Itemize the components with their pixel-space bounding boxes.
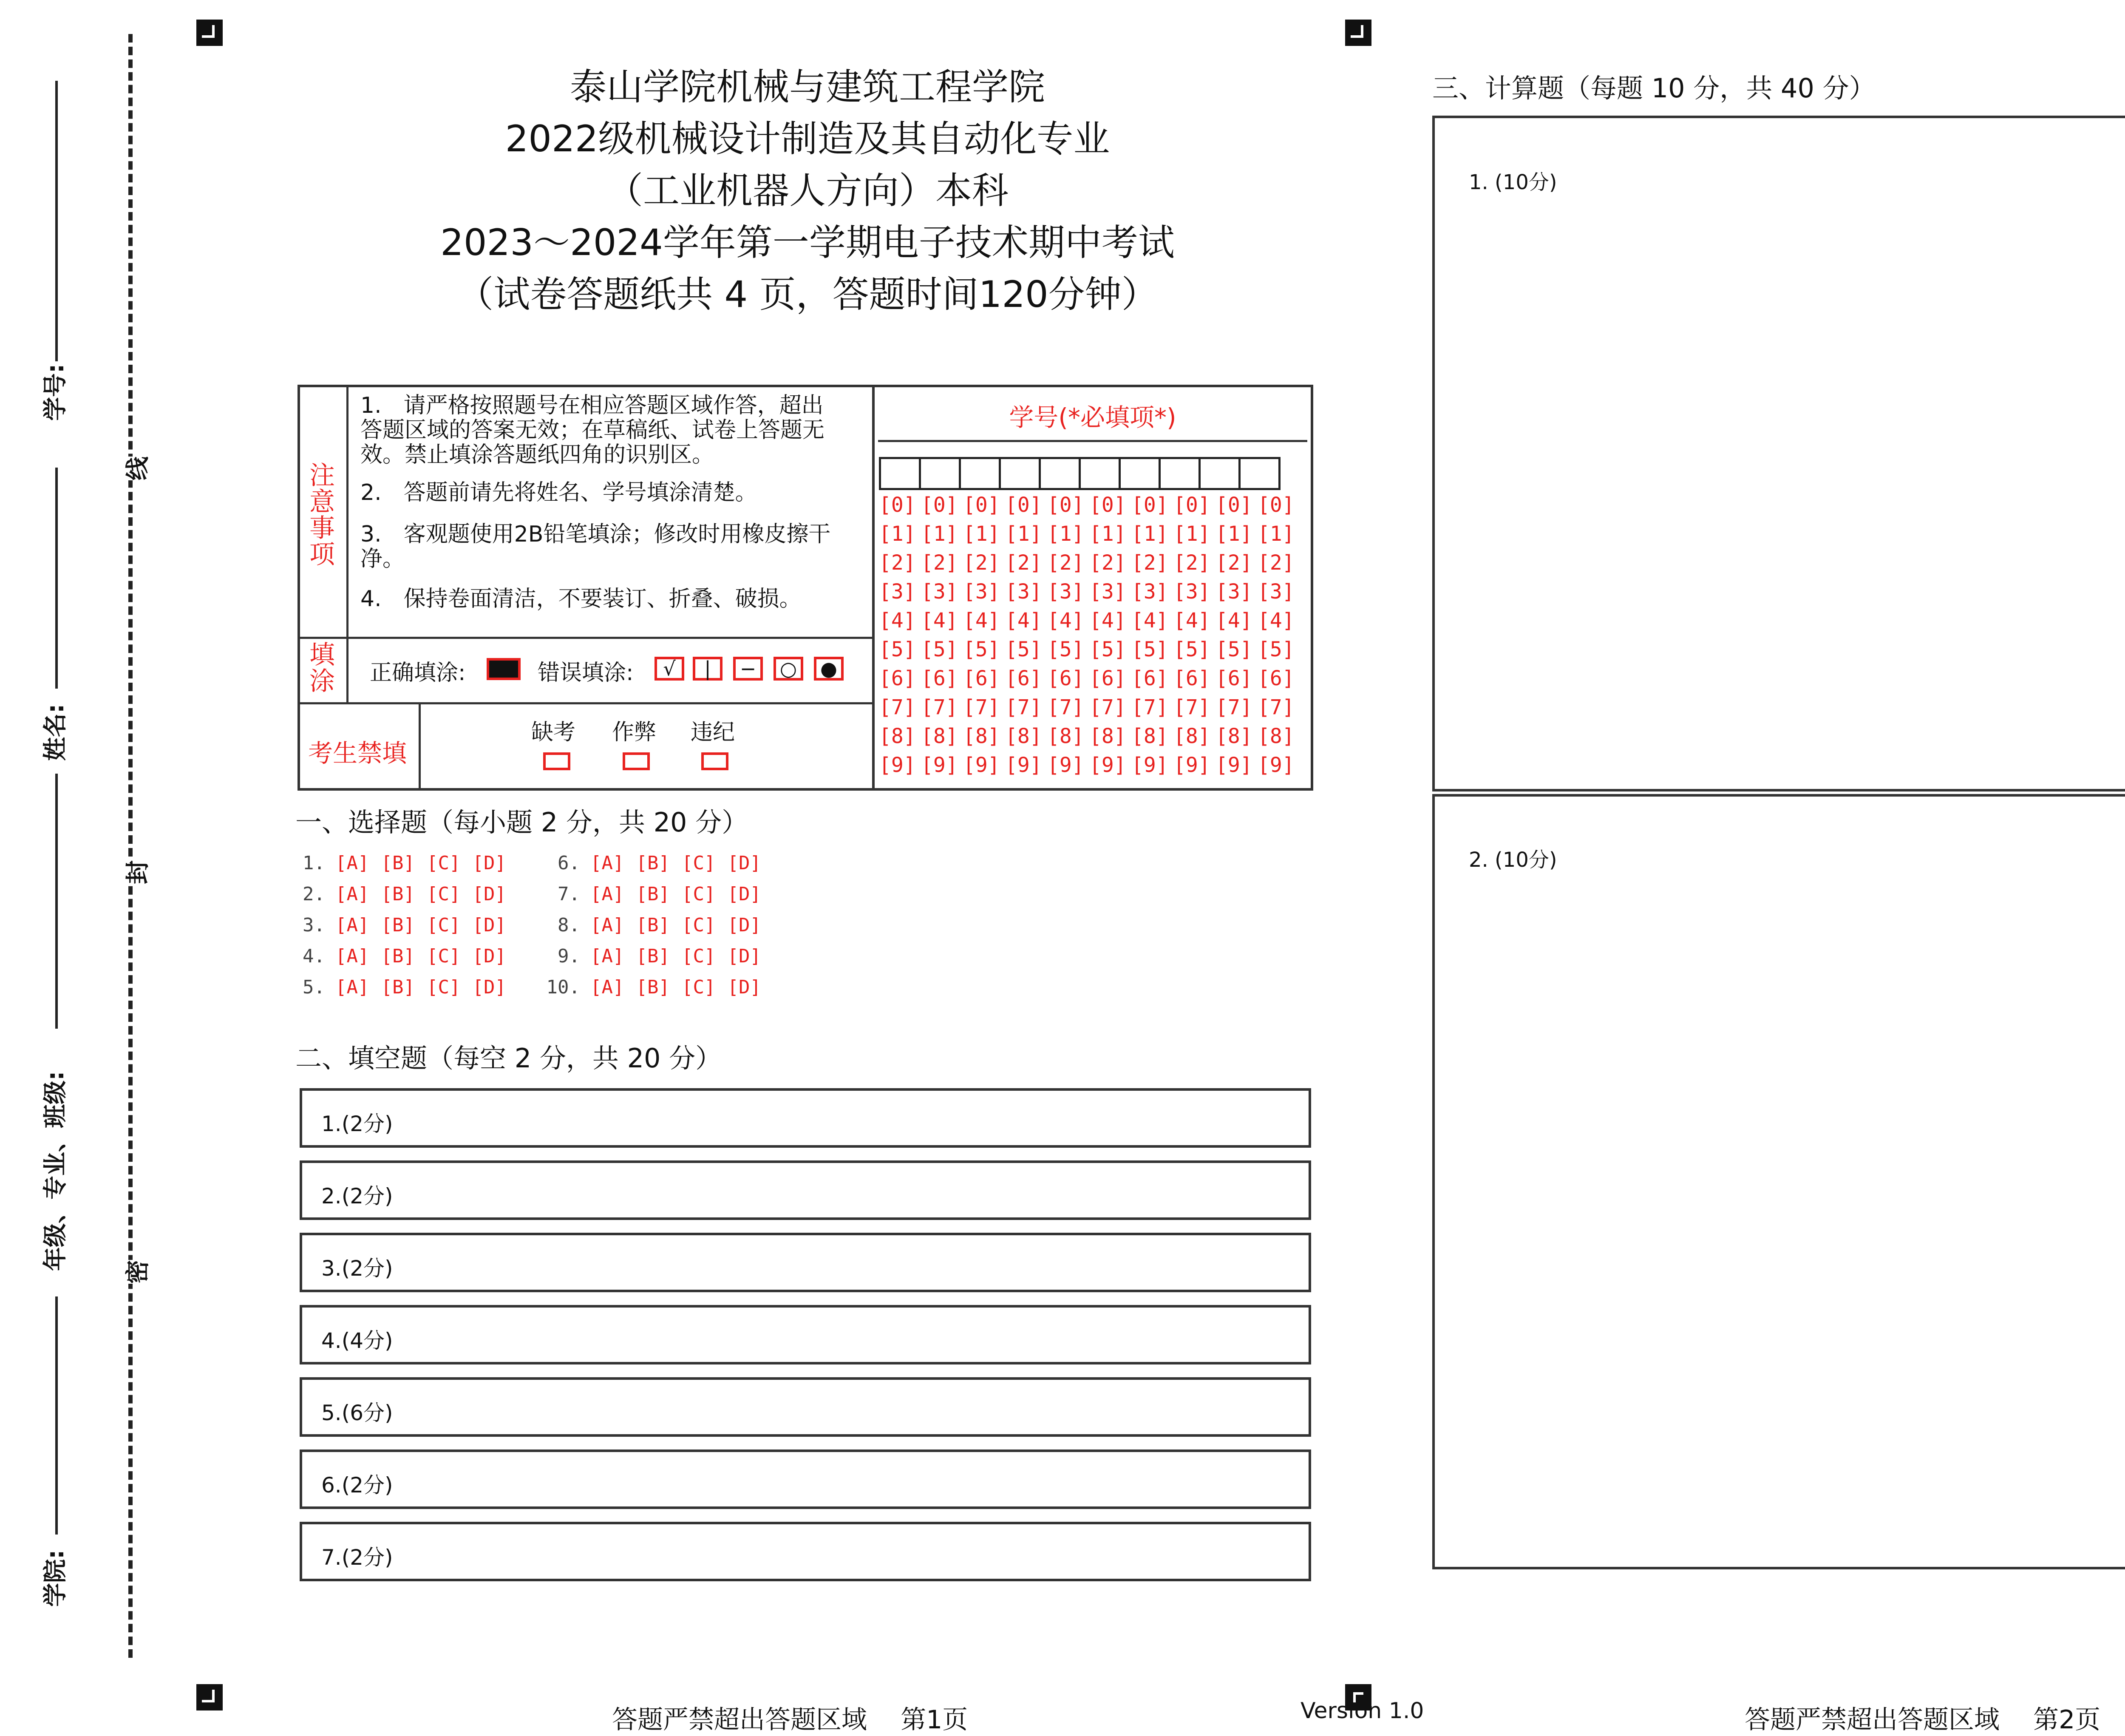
student-id-bubble[interactable]: [7]	[921, 695, 958, 719]
student-id-bubble[interactable]: [2]	[963, 551, 1000, 575]
student-id-bubble[interactable]: [2]	[1089, 551, 1126, 575]
header-school: 泰山学院机械与建筑工程学院	[570, 66, 1045, 108]
student-id-bubble[interactable]: [4]	[1258, 609, 1295, 633]
notice-item-2: 2. 答题前请先将姓名、学号填涂清楚。	[360, 480, 757, 505]
student-id-bubble[interactable]: [2]	[879, 551, 916, 575]
student-id-bubble[interactable]: [4]	[1089, 609, 1126, 633]
student-id-bubble[interactable]: [0]	[1005, 493, 1042, 517]
student-id-bubble[interactable]: [7]	[1047, 695, 1084, 719]
student-id-bubble[interactable]: [8]	[963, 724, 1000, 748]
mc-question-row	[291, 914, 518, 936]
fill-side-title: 填涂	[309, 640, 335, 696]
mc-option-bubble[interactable]: [B]	[636, 914, 670, 936]
fill-blank-answer-box[interactable]	[300, 1160, 1311, 1220]
student-id-bubble[interactable]: [5]	[1216, 638, 1252, 661]
student-id-bubble[interactable]: [5]	[963, 638, 1000, 661]
student-id-bubble[interactable]: [1]	[963, 522, 1000, 546]
mc-question-row	[546, 883, 773, 905]
mc-option-bubble[interactable]: [C]	[426, 976, 461, 998]
mc-question-number: 2.	[303, 883, 325, 905]
mc-option-bubble[interactable]: [D]	[727, 976, 761, 998]
student-id-bubble[interactable]: [6]	[963, 667, 1000, 690]
mc-option-bubble[interactable]: [C]	[681, 852, 716, 874]
name-label: 姓名:	[42, 703, 69, 761]
student-id-bubble[interactable]: [1]	[1047, 522, 1084, 546]
fill-blank-answer-box[interactable]	[300, 1305, 1311, 1364]
student-id-write-cells[interactable]	[879, 457, 1278, 490]
student-id-bubble[interactable]: [5]	[1173, 638, 1210, 661]
header-direction: （工业机器人方向）本科	[606, 170, 1009, 212]
student-id-bubble[interactable]: [9]	[1131, 753, 1168, 777]
fill-blank-answer-box[interactable]	[300, 1088, 1311, 1148]
mc-option-bubble[interactable]: [B]	[636, 852, 670, 874]
student-id-bubble[interactable]: [4]	[1005, 609, 1042, 633]
forbidden-violation-label: 违纪	[691, 720, 735, 745]
student-id-bubble[interactable]: [4]	[879, 609, 916, 633]
student-id-bubble[interactable]: [6]	[1089, 667, 1126, 690]
mc-option-bubble[interactable]: [A]	[335, 883, 369, 905]
student-id-bubble[interactable]: [4]	[1216, 609, 1252, 633]
mc-option-bubble[interactable]: [A]	[335, 945, 369, 967]
header-major: 2022级机械设计制造及其自动化专业	[505, 118, 1110, 160]
section3-title: 三、计算题（每题 10 分，共 40 分）	[1432, 73, 1876, 104]
registration-marker-top-middle	[1345, 20, 1371, 46]
student-id-bubble[interactable]: [0]	[1089, 493, 1126, 517]
student-id-label: 学号:	[42, 363, 69, 421]
mc-option-bubble[interactable]: [D]	[472, 883, 506, 905]
student-id-bubble[interactable]: [7]	[1131, 695, 1168, 719]
forbidden-cheat-box[interactable]	[623, 752, 650, 770]
mc-option-bubble[interactable]: [D]	[472, 914, 506, 936]
student-id-bubble[interactable]: [9]	[921, 753, 958, 777]
mc-question-row	[546, 945, 773, 967]
student-id-bubble[interactable]: [4]	[921, 609, 958, 633]
mc-option-bubble[interactable]: [A]	[335, 852, 369, 874]
fill-blank-answer-box[interactable]	[300, 1450, 1311, 1509]
college-label: 学院:	[42, 1549, 69, 1607]
wrong-fill-dash: −	[733, 657, 763, 681]
mc-option-bubble[interactable]: [D]	[727, 914, 761, 936]
notice-side-title: 注意事项	[309, 461, 335, 570]
mc-option-bubble[interactable]: [D]	[727, 883, 761, 905]
student-id-bubble[interactable]: [0]	[1131, 493, 1168, 517]
fill-blank-answer-box[interactable]	[300, 1233, 1311, 1292]
student-id-bubble[interactable]: [8]	[921, 724, 958, 748]
student-id-bubble[interactable]: [7]	[1216, 695, 1252, 719]
student-id-bubble[interactable]: [0]	[1258, 493, 1295, 517]
student-id-bubble[interactable]: [3]	[1258, 580, 1295, 604]
student-id-bubble[interactable]: [2]	[1047, 551, 1084, 575]
student-id-bubble[interactable]: [7]	[1005, 695, 1042, 719]
class-label: 年级、专业、班级:	[42, 1071, 69, 1271]
mc-option-bubble[interactable]: [C]	[681, 945, 716, 967]
mc-option-bubble[interactable]: [B]	[381, 852, 415, 874]
student-id-bubble[interactable]: [5]	[1047, 638, 1084, 661]
student-id-bubble[interactable]: [4]	[1047, 609, 1084, 633]
calc-answer-box-2[interactable]	[1432, 794, 2125, 1569]
wrong-fill-circle: ○	[774, 657, 803, 681]
student-id-title: 学号(*必填项*)	[1009, 403, 1176, 432]
footer-version: Version 1.0	[1300, 1698, 1424, 1724]
student-id-bubble[interactable]: [3]	[1047, 580, 1084, 604]
student-id-cell[interactable]	[1198, 457, 1241, 490]
notice-item-4: 4. 保持卷面清洁，不要装订、折叠、破损。	[360, 586, 802, 612]
student-id-bubble[interactable]: [8]	[1173, 724, 1210, 748]
student-id-bubble[interactable]: [2]	[1216, 551, 1252, 575]
mc-question-row	[546, 976, 773, 998]
student-id-bubble[interactable]: [5]	[1131, 638, 1168, 661]
student-id-bubble[interactable]: [7]	[1089, 695, 1126, 719]
student-id-bubble[interactable]: [1]	[1089, 522, 1126, 546]
student-id-bubble[interactable]: [6]	[879, 667, 916, 690]
mc-option-bubble[interactable]: [D]	[472, 945, 506, 967]
student-id-cell[interactable]	[919, 457, 961, 490]
student-id-bubble[interactable]: [9]	[1005, 753, 1042, 777]
student-id-bubble[interactable]: [9]	[879, 753, 916, 777]
fill-blank-answer-box[interactable]	[300, 1522, 1311, 1581]
student-id-bubble[interactable]: [0]	[879, 493, 916, 517]
student-id-bubble[interactable]: [7]	[1258, 695, 1295, 719]
student-id-bubble[interactable]: [0]	[963, 493, 1000, 517]
wrong-fill-check: √	[654, 657, 684, 681]
mc-option-bubble[interactable]: [B]	[381, 914, 415, 936]
notice-item-1: 1. 请严格按照题号在相应答题区域作答，超出答题区域的答案无效；在草稿纸、试卷上答题无效。禁止填涂答题纸四角的识别区。	[360, 393, 825, 468]
mc-option-bubble[interactable]: [A]	[590, 976, 624, 998]
fill-blank-item-label: 1.(2分)	[321, 1112, 393, 1136]
wrong-fill-bar: |	[693, 657, 722, 681]
footer-page-2: 答题严禁超出答题区域 第2页	[1745, 1705, 2101, 1735]
student-id-bubble[interactable]: [2]	[1258, 551, 1295, 575]
mc-question-row	[546, 914, 773, 936]
student-id-bubble[interactable]: [4]	[1131, 609, 1168, 633]
student-id-bubble[interactable]: [6]	[921, 667, 958, 690]
student-id-bubble[interactable]: [2]	[1005, 551, 1042, 575]
mc-option-bubble[interactable]: [C]	[426, 914, 461, 936]
student-id-bubble[interactable]: [1]	[879, 522, 916, 546]
student-id-cell[interactable]	[1119, 457, 1161, 490]
student-id-bubble[interactable]: [6]	[1258, 667, 1295, 690]
mc-question-number: 9.	[558, 945, 580, 967]
mc-option-bubble[interactable]: [D]	[472, 852, 506, 874]
student-id-bubble[interactable]: [4]	[963, 609, 1000, 633]
fill-blank-answer-box[interactable]	[300, 1377, 1311, 1437]
student-id-bubble[interactable]: [1]	[1258, 522, 1295, 546]
correct-fill-sample	[487, 658, 521, 680]
student-id-cell[interactable]	[879, 457, 921, 490]
mc-question-number: 1.	[303, 852, 325, 874]
mc-option-bubble[interactable]: [B]	[381, 976, 415, 998]
footer-page-1: 答题严禁超出答题区域 第1页	[612, 1705, 968, 1735]
notice-forbidden-divider	[298, 702, 873, 704]
student-id-bubble[interactable]: [8]	[1131, 724, 1168, 748]
mc-question-row	[291, 852, 518, 874]
student-id-title-rule	[878, 440, 1307, 442]
mc-option-bubble[interactable]: [C]	[426, 883, 461, 905]
section2-title: 二、填空题（每空 2 分，共 20 分）	[295, 1043, 722, 1074]
mc-option-bubble[interactable]: [C]	[681, 883, 716, 905]
student-id-bubble[interactable]: [2]	[1173, 551, 1210, 575]
college-underline	[55, 1296, 58, 1535]
mc-question-number: 4.	[303, 945, 325, 967]
calc-item-2-label: 2. (10分)	[1469, 848, 1557, 872]
student-id-bubble[interactable]: [8]	[879, 724, 916, 748]
seal-word-line: 线	[119, 457, 153, 480]
mc-question-number: 7.	[558, 883, 580, 905]
mc-option-bubble[interactable]: [A]	[590, 883, 624, 905]
mc-option-bubble[interactable]: [A]	[590, 852, 624, 874]
calc-answer-box-1[interactable]	[1432, 116, 2125, 791]
student-id-bubble[interactable]: [5]	[1089, 638, 1126, 661]
student-id-bubble[interactable]: [8]	[1258, 724, 1295, 748]
forbidden-absent-box[interactable]	[543, 752, 570, 770]
student-id-bubble[interactable]: [6]	[1131, 667, 1168, 690]
student-id-bubble[interactable]: [8]	[1216, 724, 1252, 748]
student-id-cell[interactable]	[1079, 457, 1121, 490]
calc-item-1-label: 1. (10分)	[1469, 170, 1557, 194]
student-id-bubble[interactable]: [1]	[1216, 522, 1252, 546]
student-id-bubble[interactable]: [3]	[1131, 580, 1168, 604]
fill-blank-item-label: 7.(2分)	[321, 1545, 393, 1570]
notice-fill-divider	[298, 637, 873, 639]
mc-option-bubble[interactable]: [D]	[472, 976, 506, 998]
student-id-bubble[interactable]: [0]	[1216, 493, 1252, 517]
seal-word-seal: 封	[119, 860, 153, 884]
fill-blank-item-label: 3.(2分)	[321, 1256, 393, 1281]
student-id-bubble[interactable]: [9]	[1258, 753, 1295, 777]
student-id-bubble[interactable]: [6]	[1173, 667, 1210, 690]
wrong-fill-label: 错误填涂:	[538, 660, 634, 686]
mc-question-row	[291, 883, 518, 905]
student-id-bubble[interactable]: [1]	[1173, 522, 1210, 546]
correct-fill-label: 正确填涂:	[370, 660, 466, 686]
fill-blank-item-label: 4.(4分)	[321, 1328, 393, 1353]
header-pages-time: （试卷答题纸共 4 页，答题时间120分钟）	[457, 273, 1158, 316]
student-id-bubble[interactable]: [3]	[1216, 580, 1252, 604]
student-id-bubble[interactable]: [2]	[921, 551, 958, 575]
student-id-cell[interactable]	[1039, 457, 1081, 490]
mc-question-number: 10.	[546, 976, 580, 998]
mc-option-bubble[interactable]: [A]	[590, 914, 624, 936]
wrong-fill-dot: ●	[814, 657, 844, 681]
student-id-bubble[interactable]: [4]	[1173, 609, 1210, 633]
student-id-bubble[interactable]: [8]	[1005, 724, 1042, 748]
seal-dashed-line	[128, 34, 133, 1658]
student-id-bubble[interactable]: [2]	[1131, 551, 1168, 575]
student-id-cell[interactable]	[959, 457, 1001, 490]
mc-option-bubble[interactable]: [B]	[636, 976, 670, 998]
student-id-bubble[interactable]: [3]	[921, 580, 958, 604]
student-id-bubble[interactable]: [5]	[1258, 638, 1295, 661]
student-id-bubble[interactable]: [0]	[921, 493, 958, 517]
mc-question-row	[546, 852, 773, 874]
mc-option-bubble[interactable]: [C]	[681, 976, 716, 998]
mc-option-bubble[interactable]: [B]	[636, 945, 670, 967]
student-id-bubble[interactable]: [3]	[1089, 580, 1126, 604]
student-id-bubble[interactable]: [0]	[1047, 493, 1084, 517]
mc-question-number: 8.	[558, 914, 580, 936]
student-id-bubble-grid[interactable]	[879, 493, 1300, 777]
registration-marker-bottom-left	[196, 1684, 223, 1710]
student-id-bubble[interactable]: [6]	[1005, 667, 1042, 690]
student-id-bubble[interactable]: [3]	[879, 580, 916, 604]
mc-question-row	[291, 945, 518, 967]
mc-question-row	[291, 976, 518, 998]
student-id-bubble[interactable]: [8]	[1047, 724, 1084, 748]
name-underline	[55, 468, 58, 689]
student-id-bubble[interactable]: [9]	[963, 753, 1000, 777]
student-id-bubble[interactable]: [6]	[1216, 667, 1252, 690]
student-id-bubble[interactable]: [9]	[1216, 753, 1252, 777]
fill-blank-item-label: 5.(6分)	[321, 1401, 393, 1425]
student-id-bubble[interactable]: [0]	[1173, 493, 1210, 517]
mc-question-number: 6.	[558, 852, 580, 874]
mc-option-bubble[interactable]: [A]	[590, 945, 624, 967]
student-id-cell[interactable]	[1238, 457, 1281, 490]
student-id-bubble[interactable]: [7]	[1173, 695, 1210, 719]
mc-question-number: 3.	[303, 914, 325, 936]
header-exam-name: 2023～2024学年第一学期电子技术期中考试	[440, 221, 1175, 264]
mc-option-bubble[interactable]: [A]	[335, 914, 369, 936]
student-id-underline	[55, 81, 58, 361]
class-underline	[55, 774, 58, 1029]
student-id-bubble[interactable]: [5]	[879, 638, 916, 661]
mc-option-bubble[interactable]: [B]	[381, 945, 415, 967]
info-panel-divider-vertical	[872, 385, 875, 791]
mc-option-bubble[interactable]: [C]	[681, 914, 716, 936]
mc-question-number: 5.	[303, 976, 325, 998]
student-id-bubble[interactable]: [1]	[1005, 522, 1042, 546]
registration-marker-top-left	[196, 20, 223, 46]
student-id-bubble[interactable]: [9]	[1089, 753, 1126, 777]
fill-blank-item-label: 2.(2分)	[321, 1184, 393, 1208]
student-id-bubble[interactable]: [5]	[921, 638, 958, 661]
student-id-bubble[interactable]: [5]	[1005, 638, 1042, 661]
forbidden-divider	[419, 702, 421, 791]
fill-blank-item-label: 6.(2分)	[321, 1473, 393, 1498]
student-id-bubble[interactable]: [8]	[1089, 724, 1126, 748]
mc-option-bubble[interactable]: [B]	[636, 883, 670, 905]
mc-option-bubble[interactable]: [B]	[381, 883, 415, 905]
forbidden-cheat-label: 作弊	[612, 720, 657, 745]
student-id-bubble[interactable]: [1]	[1131, 522, 1168, 546]
student-id-bubble[interactable]: [6]	[1047, 667, 1084, 690]
forbidden-violation-box[interactable]	[701, 752, 728, 770]
student-id-bubble[interactable]: [3]	[1173, 580, 1210, 604]
mc-option-bubble[interactable]: [D]	[727, 945, 761, 967]
mc-option-bubble[interactable]: [C]	[426, 852, 461, 874]
student-id-bubble[interactable]: [3]	[963, 580, 1000, 604]
student-id-bubble[interactable]: [7]	[879, 695, 916, 719]
notice-left-divider	[346, 385, 348, 703]
forbidden-absent-label: 缺考	[531, 720, 576, 745]
seal-word-secret: 密	[119, 1260, 153, 1284]
mc-option-bubble[interactable]: [A]	[335, 976, 369, 998]
mc-option-bubble[interactable]: [C]	[426, 945, 461, 967]
student-id-cell[interactable]	[1159, 457, 1201, 490]
forbidden-title: 考生禁填	[308, 739, 407, 768]
section1-title: 一、选择题（每小题 2 分，共 20 分）	[295, 807, 748, 838]
notice-item-3: 3. 客观题使用2B铅笔填涂；修改时用橡皮擦干净。	[360, 522, 831, 572]
student-id-bubble[interactable]: [9]	[1047, 753, 1084, 777]
student-id-cell[interactable]	[999, 457, 1041, 490]
mc-option-bubble[interactable]: [D]	[727, 852, 761, 874]
student-id-bubble[interactable]: [1]	[921, 522, 958, 546]
student-id-bubble[interactable]: [3]	[1005, 580, 1042, 604]
student-id-bubble[interactable]: [7]	[963, 695, 1000, 719]
student-id-bubble[interactable]: [9]	[1173, 753, 1210, 777]
